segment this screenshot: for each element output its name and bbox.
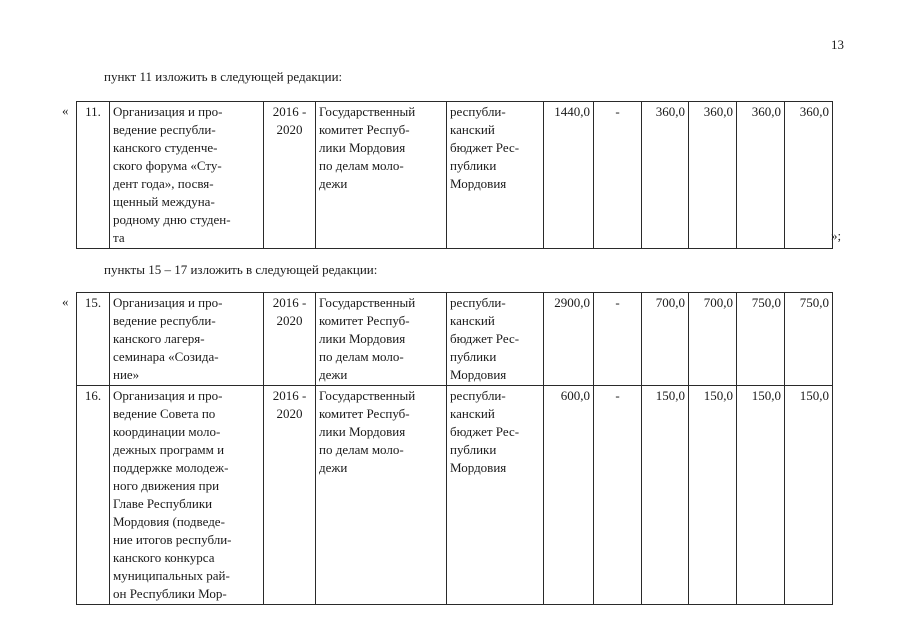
opening-quote: « (62, 294, 69, 309)
table-row (77, 102, 833, 249)
closing-quote: »; (831, 228, 842, 243)
implementation-period: 2016 - 2020 (264, 102, 316, 249)
activity-name: Организация и про- ведение республи- канского лагеря- семинара «Созида- ние» (110, 293, 264, 386)
item-number: 11. (77, 102, 110, 249)
funding-2019: 750,0 (737, 293, 785, 386)
funding-source: республи- канский бюджет Рес- публики Мордовия (447, 293, 544, 386)
item-number: 15. (77, 293, 110, 386)
implementation-period: 2016 - 2020 (264, 293, 316, 386)
funding-2020: 360,0 (785, 102, 833, 249)
funding-source: республи- канский бюджет Рес- публики Мордовия (447, 102, 544, 249)
funding-total: 2900,0 (544, 293, 594, 386)
program-table-items-15-17 (76, 292, 833, 605)
funding-2016: - (594, 386, 642, 605)
funding-total: 1440,0 (544, 102, 594, 249)
funding-2019: 150,0 (737, 386, 785, 605)
page-number: 13 (831, 37, 844, 52)
program-table-item-11 (76, 101, 833, 249)
funding-2020: 150,0 (785, 386, 833, 605)
funding-2016: - (594, 102, 642, 249)
activity-name: Организация и про- ведение республи- канского студенче- ского форума «Сту- дент года», посвя- щенный междуна- родному дню студен- та (110, 102, 264, 249)
responsible-executor: Государственный комитет Респуб- лики Мордовия по делам моло- дежи (316, 102, 447, 249)
funding-total: 600,0 (544, 386, 594, 605)
activity-name: Организация и про- ведение Совета по координации моло- дежных программ и поддержке молодеж- ного движения при Главе Республики Мордовия (подведе- ние итогов республи- канского конкурса муниципальных рай- он Республики Мор- (110, 386, 264, 605)
amendment-intro-items-15-17: пункты 15 – 17 изложить в следующей редакции: (104, 262, 378, 277)
funding-2018: 360,0 (689, 102, 737, 249)
funding-2017: 360,0 (642, 102, 689, 249)
opening-quote: « (62, 103, 69, 118)
funding-2018: 700,0 (689, 293, 737, 386)
funding-source: республи- канский бюджет Рес- публики Мордовия (447, 386, 544, 605)
funding-2017: 150,0 (642, 386, 689, 605)
responsible-executor: Государственный комитет Респуб- лики Мордовия по делам моло- дежи (316, 386, 447, 605)
funding-2020: 750,0 (785, 293, 833, 386)
responsible-executor: Государственный комитет Респуб- лики Мордовия по делам моло- дежи (316, 293, 447, 386)
item-number: 16. (77, 386, 110, 605)
implementation-period: 2016 - 2020 (264, 386, 316, 605)
funding-2016: - (594, 293, 642, 386)
table-row (77, 293, 833, 386)
amendment-intro-item-11: пункт 11 изложить в следующей редакции: (104, 69, 343, 84)
funding-2017: 700,0 (642, 293, 689, 386)
funding-2019: 360,0 (737, 102, 785, 249)
table-row (77, 386, 833, 605)
funding-2018: 150,0 (689, 386, 737, 605)
